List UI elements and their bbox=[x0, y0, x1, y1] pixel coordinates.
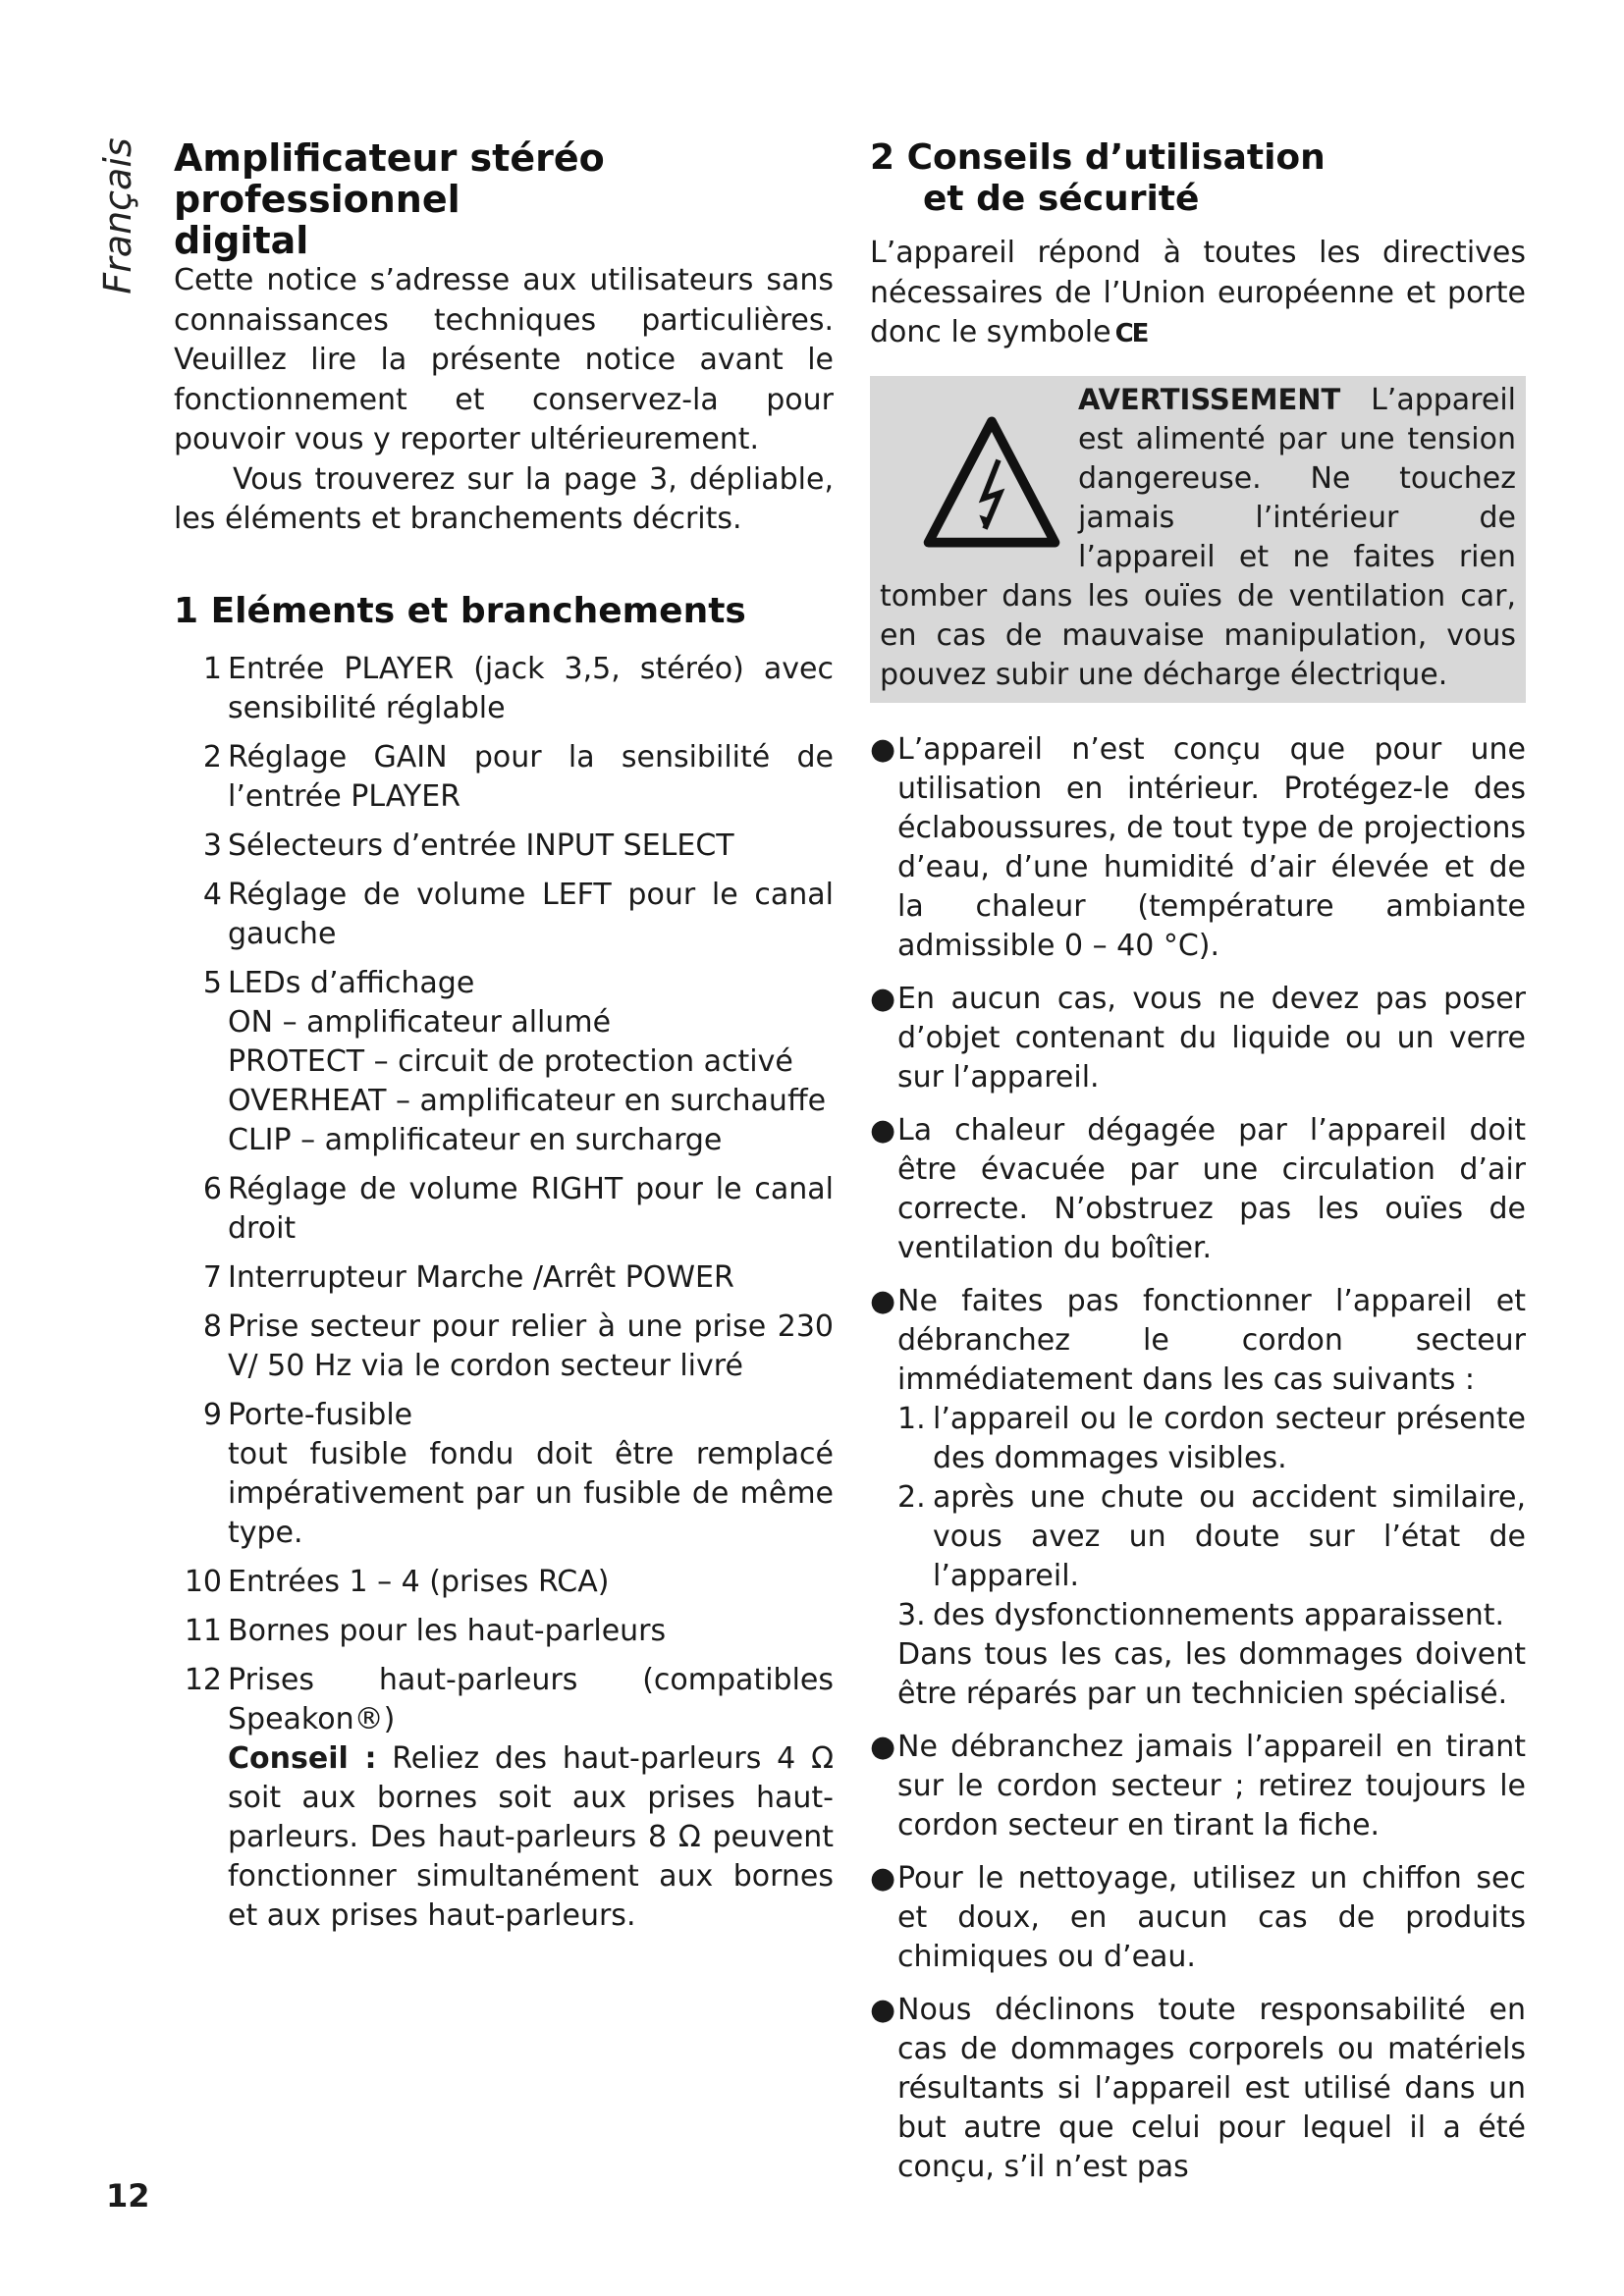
case-item bbox=[897, 1596, 1526, 1635]
item-text: Sélecteurs d’entrée INPUT SELECT bbox=[228, 828, 734, 863]
ce-text: L’appareil répond à toutes les directives nécessaires de l’Union européenne et porte donc le symbole bbox=[870, 236, 1526, 349]
bullet-text: L’appareil n’est conçu que pour une utilisation en intérieur. Protégez-le des éclaboussures, de tout type de projections d’eau, d’une humidité d’air élevée et de la chaleur (température ambiante admissible 0 – 40 °C). bbox=[897, 731, 1526, 963]
bullet-text: La chaleur dégagée par l’appareil doit être évacuée par une circulation d’air correcte. N’obstruez pas les ouïes de ventilation du boîtier. bbox=[897, 1112, 1526, 1265]
list-item bbox=[174, 738, 834, 817]
list-item bbox=[174, 827, 834, 866]
bullet-text: Ne débranchez jamais l’appareil en tirant sur le cordon secteur ; retirez toujours le cordon secteur en tirant la fiche. bbox=[897, 1729, 1526, 1842]
conseil-note bbox=[228, 1739, 834, 1936]
item-text: Bornes pour les haut-parleurs bbox=[228, 1613, 667, 1648]
high-voltage-warning-icon bbox=[923, 413, 1060, 551]
item-text: Réglage de volume LEFT pour le canal gauche bbox=[228, 877, 834, 951]
item-text: Réglage de volume RIGHT pour le canal droit bbox=[228, 1171, 834, 1246]
list-item bbox=[870, 1282, 1526, 1714]
ce-mark: CE bbox=[1114, 319, 1148, 348]
case-number: 1. bbox=[897, 1401, 926, 1436]
page-title-line2: digital bbox=[174, 219, 309, 262]
case-item bbox=[897, 1400, 1526, 1478]
item-text-leds bbox=[228, 964, 834, 1160]
item-number: 11 bbox=[184, 1613, 222, 1648]
list-item bbox=[174, 1308, 834, 1386]
bullet-icon: ● bbox=[870, 1112, 896, 1148]
list-item bbox=[870, 980, 1526, 1097]
item-number: 1 bbox=[202, 651, 222, 686]
bullet-icon: ● bbox=[870, 731, 896, 767]
item-number: 6 bbox=[202, 1171, 222, 1206]
item-text: Prise secteur pour relier à une prise 230 V/ 50 Hz via le cordon secteur livré bbox=[228, 1308, 834, 1383]
page-title-line1: Amplificateur stéréo professionnel bbox=[174, 136, 605, 221]
item-text: Prises haut-parleurs (compatibles Speakon®) bbox=[228, 1662, 834, 1736]
elements-list bbox=[174, 650, 834, 1936]
page-title bbox=[174, 137, 834, 261]
fuse-note: tout fusible fondu doit être remplacé impérativement par un fusible de même type. bbox=[228, 1436, 834, 1550]
item-number: 5 bbox=[202, 965, 222, 1000]
section-1-heading: 1 Eléments et branchements bbox=[174, 590, 746, 631]
item-text: LEDs d’affichage bbox=[228, 965, 475, 1000]
intro-paragraph: Cette notice s’adresse aux utilisateurs sans connaissances techniques particulières. Veuillez lire la présente notice avant le fonctionnement et conservez-la pour pouvoir vous y reporter ultérieurement. bbox=[174, 263, 834, 456]
list-item bbox=[174, 1661, 834, 1936]
conseil-text: Reliez des haut-parleurs 4 Ω soit aux bornes soit aux prises haut-parleurs. Des haut-parleurs 8 Ω peuvent fonctionner simultanément aux bornes et aux prises haut-parleurs. bbox=[228, 1740, 834, 1933]
safety-bullets bbox=[870, 730, 1526, 2187]
led-overheat-line: OVERHEAT – amplificateur en surchauffe bbox=[228, 1083, 827, 1118]
item-number: 7 bbox=[202, 1259, 222, 1295]
item-text: Interrupteur Marche /Arrêt POWER bbox=[228, 1259, 734, 1295]
list-item bbox=[174, 1563, 834, 1602]
ce-paragraph bbox=[870, 234, 1526, 354]
section-2-heading-line2: et de sécurité bbox=[923, 179, 1200, 219]
item-number: 8 bbox=[202, 1308, 222, 1344]
case-text: des dysfonctionnements apparaissent. bbox=[933, 1597, 1505, 1632]
intro-paragraph-2: Vous trouverez sur la page 3, dépliable, les éléments et branchements décrits. bbox=[174, 461, 834, 536]
case-number: 3. bbox=[897, 1597, 926, 1632]
item-text: Entrée PLAYER (jack 3,5, stéréo) avec sensibilité réglable bbox=[228, 651, 834, 725]
list-item bbox=[174, 650, 834, 728]
section-2-heading bbox=[870, 137, 1526, 220]
list-item bbox=[174, 1258, 834, 1298]
led-clip-line: CLIP – amplificateur en surcharge bbox=[228, 1122, 723, 1157]
item-number: 2 bbox=[202, 739, 222, 774]
bullet-icon: ● bbox=[870, 981, 896, 1016]
left-column bbox=[174, 137, 834, 1946]
language-tab-label: Français bbox=[96, 137, 139, 294]
cases-after-text: Dans tous les cas, les dommages doivent être réparés par un technicien spécialisé. bbox=[897, 1636, 1526, 1711]
list-item bbox=[174, 1396, 834, 1553]
item-number: 9 bbox=[202, 1397, 222, 1432]
item-number: 12 bbox=[184, 1662, 222, 1697]
case-text: l’appareil ou le cordon secteur présente des dommages visibles. bbox=[933, 1401, 1526, 1475]
warning-text bbox=[880, 380, 1516, 695]
bullet-icon: ● bbox=[870, 1283, 896, 1318]
led-on-line: ON – amplificateur allumé bbox=[228, 1004, 612, 1040]
right-column bbox=[870, 137, 1526, 2201]
item-number: 4 bbox=[202, 877, 222, 912]
warning-body: L’appareil est alimenté par une tension dangereuse. Ne touchez jamais l’intérieur de l’appareil et ne faites rien tomber dans les ouïes de ventilation car, en cas de mauvaise manipulation, vous pouvez subir une décharge électrique. bbox=[880, 382, 1516, 692]
item-text: Entrées 1 – 4 (prises RCA) bbox=[228, 1564, 610, 1599]
cases-list bbox=[897, 1400, 1526, 1635]
item-number: 3 bbox=[202, 828, 222, 863]
item-text-speakon bbox=[228, 1661, 834, 1936]
list-item bbox=[174, 1170, 834, 1249]
list-item bbox=[174, 1612, 834, 1651]
item-text: Réglage GAIN pour la sensibilité de l’entrée PLAYER bbox=[228, 739, 834, 814]
list-item bbox=[870, 1728, 1526, 1845]
section-2-heading-line1: 2 Conseils d’utilisation bbox=[870, 137, 1326, 178]
case-text: après une chute ou accident similaire, vous avez un doute sur l’état de l’appareil. bbox=[933, 1479, 1526, 1593]
bullet-text: Pour le nettoyage, utilisez un chiffon sec et doux, en aucun cas de produits chimiques ou d’eau. bbox=[897, 1860, 1526, 1974]
list-item bbox=[174, 964, 834, 1160]
list-item bbox=[174, 876, 834, 954]
bullet-text: Nous déclinons toute responsabilité en cas de dommages corporels ou matériels résultants si l’appareil est utilisé dans un but autre que celui pour lequel il a été conçu, s’il n’est pas bbox=[897, 1992, 1526, 2184]
language-tab bbox=[93, 137, 142, 294]
list-item bbox=[870, 1991, 1526, 2187]
list-item bbox=[870, 1859, 1526, 1977]
bullet-icon: ● bbox=[870, 1729, 896, 1764]
item-number: 10 bbox=[184, 1564, 222, 1599]
bullet-text: En aucun cas, vous ne devez pas poser d’objet contenant du liquide ou un verre sur l’appareil. bbox=[897, 981, 1526, 1095]
page-number: 12 bbox=[106, 2177, 150, 2215]
bullet-icon: ● bbox=[870, 1992, 896, 2027]
warning-box bbox=[870, 376, 1526, 703]
list-item bbox=[870, 730, 1526, 966]
item-text: Porte-fusible bbox=[228, 1397, 413, 1432]
led-protect-line: PROTECT – circuit de protection activé bbox=[228, 1043, 793, 1079]
item-text-fuse bbox=[228, 1396, 834, 1553]
list-item bbox=[870, 1111, 1526, 1268]
case-item bbox=[897, 1478, 1526, 1596]
bullet-text: Ne faites pas fonctionner l’appareil et débranchez le cordon secteur immédiatement dans les cas suivants : bbox=[897, 1283, 1526, 1397]
case-number: 2. bbox=[897, 1479, 926, 1515]
warning-label: AVERTISSEMENT bbox=[1078, 382, 1341, 416]
bullet-icon: ● bbox=[870, 1860, 896, 1896]
conseil-label: Conseil : bbox=[228, 1740, 377, 1776]
